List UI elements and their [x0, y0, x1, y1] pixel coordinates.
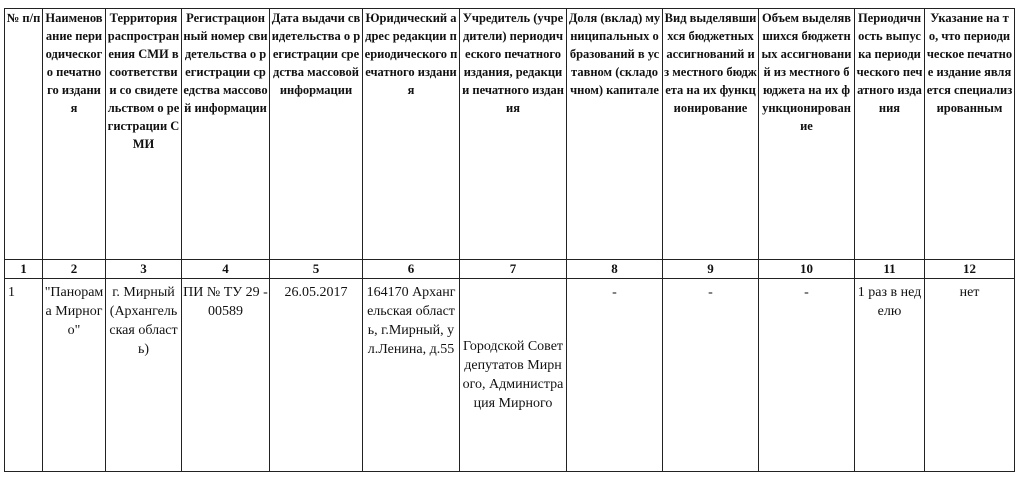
budget-allocation-volume: -: [759, 279, 855, 472]
header-cell-num: № п/п: [5, 9, 43, 260]
header-cell-periodicity: Периодичность выпуска периодического печатного издания: [855, 9, 925, 260]
column-number: 5: [270, 260, 363, 279]
column-number: 11: [855, 260, 925, 279]
registry-table: [4, 8, 1015, 472]
budget-allocation-type: -: [663, 279, 759, 472]
header-cell-date: Дата выдачи свидетельства о регистрации средства массовой информации: [270, 9, 363, 260]
column-number: 12: [925, 260, 1015, 279]
column-number: 4: [182, 260, 270, 279]
header-cell-name: Наименование периодического печатного издания: [43, 9, 106, 260]
column-number: 10: [759, 260, 855, 279]
specialized-flag: нет: [925, 279, 1015, 472]
municipal-share: -: [567, 279, 663, 472]
distribution-territory: г. Мирный (Архангельская область): [106, 279, 182, 472]
header-cell-address: Юридический адрес редакции периодического печатного издания: [363, 9, 460, 260]
header-cell-reg-number: Регистрационный номер свидетельства о регистрации средства массовой информации: [182, 9, 270, 260]
registration-number: ПИ № ТУ 29 - 00589: [182, 279, 270, 472]
column-number: 1: [5, 260, 43, 279]
header-cell-founders: Учредитель (учредители) периодического печатного издания, редакции печатного издания: [460, 9, 567, 260]
column-number-row: [5, 260, 1015, 279]
header-cell-share: Доля (вклад) муниципальных образований в уставном (складочном) капитале: [567, 9, 663, 260]
registration-date: 26.05.2017: [270, 279, 363, 472]
header-cell-specialized: Указание на то, что периодическое печатное издание является специализированным: [925, 9, 1015, 260]
column-number: 6: [363, 260, 460, 279]
header-row: [5, 9, 1015, 260]
header-cell-territory: Территория распространения СМИ в соответствии со свидетельством о регистрации СМИ: [106, 9, 182, 260]
column-number: 3: [106, 260, 182, 279]
publication-name: "Панорама Мирного": [43, 279, 106, 472]
row-number: 1: [5, 279, 43, 472]
header-cell-budget-type: Вид выделявшихся бюджетных ассигнований из местного бюджета на их функционирование: [663, 9, 759, 260]
legal-address: 164170 Архангельская область, г.Мирный, ул.Ленина, д.55: [363, 279, 460, 472]
founders: Городской Совет депутатов Мирного, Администрация Мирного: [460, 279, 567, 472]
header-cell-budget-volume: Объем выделявшихся бюджетных ассигнований из местного бюджета на их функционирование: [759, 9, 855, 260]
column-number: 2: [43, 260, 106, 279]
column-number: 9: [663, 260, 759, 279]
column-number: 8: [567, 260, 663, 279]
column-number: 7: [460, 260, 567, 279]
publication-periodicity: 1 раз в неделю: [855, 279, 925, 472]
table-row: [5, 279, 1015, 472]
